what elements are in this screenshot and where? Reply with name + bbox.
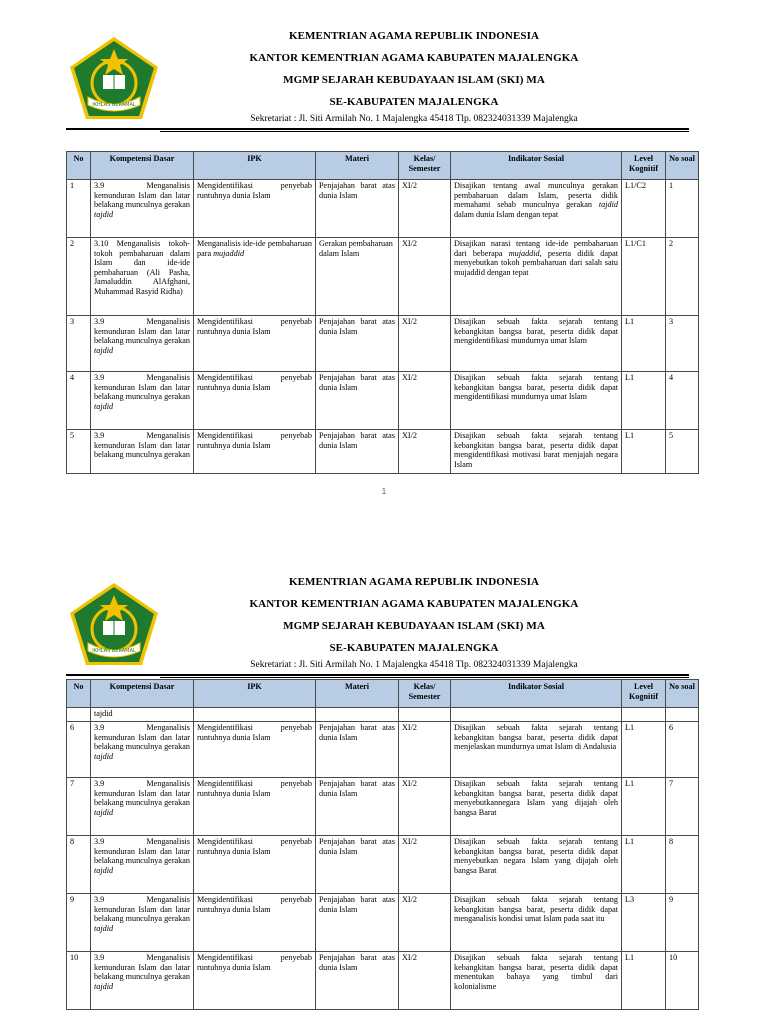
svg-text:IKHLAS BERAMAL: IKHLAS BERAMAL — [92, 648, 136, 654]
col-kelas-semester: Kelas/ Semester — [399, 680, 451, 708]
secretariat-address: Sekretariat : Jl. Siti Armilah No. 1 Majalengka 45418 Tlp. 082324031339 Majalengka — [250, 660, 578, 670]
table-row: 1 3.9 Menganalisis kemunduran Islam dan latar belakang munculnya gerakan tajdid Mengidentifikasi penyebab runtuhnya dunia Islam Penjajahan barat atas dunia Islam XI/2 Disajikan tentang awal munculnya gerakan pembaharuan dalam Islam, peserta didik memahami sebab munculnya gerakan tajdid dalam dunia Islam dengan tepat L1/C2 1 — [67, 180, 699, 238]
region-title: SE-KABUPATEN MAJALENGKA — [329, 642, 499, 654]
col-no-soal: No soal — [666, 680, 699, 708]
col-no: No — [67, 680, 91, 708]
table-row: 8 3.9 Menganalisis kemunduran Islam dan latar belakang munculnya gerakan tajdid Mengidentifikasi penyebab runtuhnya dunia Islam Penjajahan barat atas dunia Islam XI/2 Disajikan sebuah fakta sejarah tentang kebangkitan bangsa barat, peserta didik dapat menyebutkan negara Islam yang dijajah oleh bangsa Barat L1 8 — [67, 836, 699, 894]
col-no-soal: No soal — [666, 152, 699, 180]
col-materi: Materi — [316, 152, 399, 180]
col-kompetensi-dasar: Kompetensi Dasar — [91, 152, 194, 180]
table-row: 5 3.9 Menganalisis kemunduran Islam dan latar belakang munculnya gerakan Mengidentifikasi penyebab runtuhnya dunia Islam Penjajahan barat atas dunia Islam XI/2 Disajikan sebuah fakta sejarah tentang kebangkitan bangsa barat, peserta didik dapat mengidentifikasi motivasi barat menjajah negara Islam L1 5 — [67, 430, 699, 474]
office-title: KANTOR KEMENTRIAN AGAMA KABUPATEN MAJALENGKA — [249, 52, 579, 64]
col-indikator-sosial: Indikator Sosial — [451, 680, 622, 708]
table-header-row — [67, 152, 699, 180]
table-row-continuation: tajdid — [67, 708, 699, 722]
page-number: 1 — [381, 487, 387, 496]
col-level-kognitif: Level Kognitif — [622, 680, 666, 708]
table-row: 9 3.9 Menganalisis kemunduran Islam dan latar belakang munculnya gerakan tajdid Mengidentifikasi penyebab runtuhnya dunia Islam Penjajahan barat atas dunia Islam XI/2 Disajikan sebuah fakta sejarah tentang kebangkitan bangsa barat, peserta didik dapat menganalisis kondisi umat Islam pada saat itu L3 9 — [67, 894, 699, 952]
table-row: 7 3.9 Menganalisis kemunduran Islam dan latar belakang munculnya gerakan tajdid Mengidentifikasi penyebab runtuhnya dunia Islam Penjajahan barat atas dunia Islam XI/2 Disajikan sebuah fakta sejarah tentang kebangkitan bangsa barat, peserta didik dapat menyebutkannegara Islam yang dijajah oleh bangsa Barat L1 7 — [67, 778, 699, 836]
col-materi: Materi — [316, 680, 399, 708]
col-kompetensi-dasar: Kompetensi Dasar — [91, 680, 194, 708]
header-rule-thin — [160, 677, 689, 678]
office-title: KANTOR KEMENTRIAN AGAMA KABUPATEN MAJALENGKA — [249, 598, 579, 610]
mgmp-title: MGMP SEJARAH KEBUDAYAAN ISLAM (SKI) MA — [283, 620, 545, 632]
table-row: 3 3.9 Menganalisis kemunduran Islam dan latar belakang munculnya gerakan tajdid Mengidentifikasi penyebab runtuhnya dunia Islam Penjajahan barat atas dunia Islam XI/2 Disajikan sebuah fakta sejarah tentang kebangkitan bangsa barat, peserta didik dapat mengidentifikasi mundurnya umat Islam L1 3 — [67, 316, 699, 372]
col-ipk: IPK — [194, 680, 316, 708]
kisi-kisi-table — [66, 151, 699, 474]
region-title: SE-KABUPATEN MAJALENGKA — [329, 96, 499, 108]
table-header-row — [67, 680, 699, 708]
col-level-kognitif: Level Kognitif — [622, 152, 666, 180]
ministry-title: KEMENTRIAN AGAMA REPUBLIK INDONESIA — [288, 30, 540, 42]
secretariat-address: Sekretariat : Jl. Siti Armilah No. 1 Majalengka 45418 Tlp. 082324031339 Majalengka — [250, 114, 578, 124]
header-rule — [66, 128, 689, 130]
svg-text:IKHLAS BERAMAL: IKHLAS BERAMAL — [92, 102, 136, 108]
table-row: 6 3.9 Menganalisis kemunduran Islam dan latar belakang munculnya gerakan tajdid Mengidentifikasi penyebab runtuhnya dunia Islam Penjajahan barat atas dunia Islam XI/2 Disajikan sebuah fakta sejarah tentang kebangkitan bangsa barat, peserta didik dapat menjelaskan mundurnya umat Islam di Andalusia L1 6 — [67, 722, 699, 778]
kisi-kisi-table — [66, 679, 699, 1010]
col-indikator-sosial: Indikator Sosial — [451, 152, 622, 180]
ministry-title: KEMENTRIAN AGAMA REPUBLIK INDONESIA — [288, 576, 540, 588]
table-row: 4 3.9 Menganalisis kemunduran Islam dan latar belakang munculnya gerakan tajdid Mengidentifikasi penyebab runtuhnya dunia Islam Penjajahan barat atas dunia Islam XI/2 Disajikan sebuah fakta sejarah tentang kebangkitan bangsa barat, peserta didik dapat mengidentifikasi mundurnya umat Islam L1 4 — [67, 372, 699, 430]
table-row: 2 3.10 Menganalisis tokoh-tokoh pembaharuan dalam Islam dan ide-ide pembaharuan (Ali Pasha, Jamaluddin AlAfghani, Muhammad Rasyid Ridha) Menganalisis ide-ide pembaharuan para mujaddid Gerakan pembaharuan dalam Islam XI/2 Disajikan narasi tentang ide-ide pembaharuan dari beberapa mujaddid, peserta didik dapat menyebutkan tokoh pembaharuan dari salah satu mujaddid dengan tepat L1/C1 2 — [67, 238, 699, 316]
header-rule-thin — [160, 131, 689, 132]
kemenag-logo — [66, 581, 162, 669]
header-rule — [66, 674, 689, 676]
mgmp-title: MGMP SEJARAH KEBUDAYAAN ISLAM (SKI) MA — [283, 74, 545, 86]
kemenag-logo — [66, 35, 162, 123]
col-no: No — [67, 152, 91, 180]
col-kelas-semester: Kelas/ Semester — [399, 152, 451, 180]
table-row: 10 3.9 Menganalisis kemunduran Islam dan latar belakang munculnya gerakan tajdid Mengidentifikasi penyebab runtuhnya dunia Islam Penjajahan barat atas dunia Islam XI/2 Disajikan sebuah fakta sejarah tentang kebangkitan bangsa barat, peserta didik dapat menentukan bahaya yang timbul dari kolonialisme L1 10 — [67, 952, 699, 1010]
col-ipk: IPK — [194, 152, 316, 180]
